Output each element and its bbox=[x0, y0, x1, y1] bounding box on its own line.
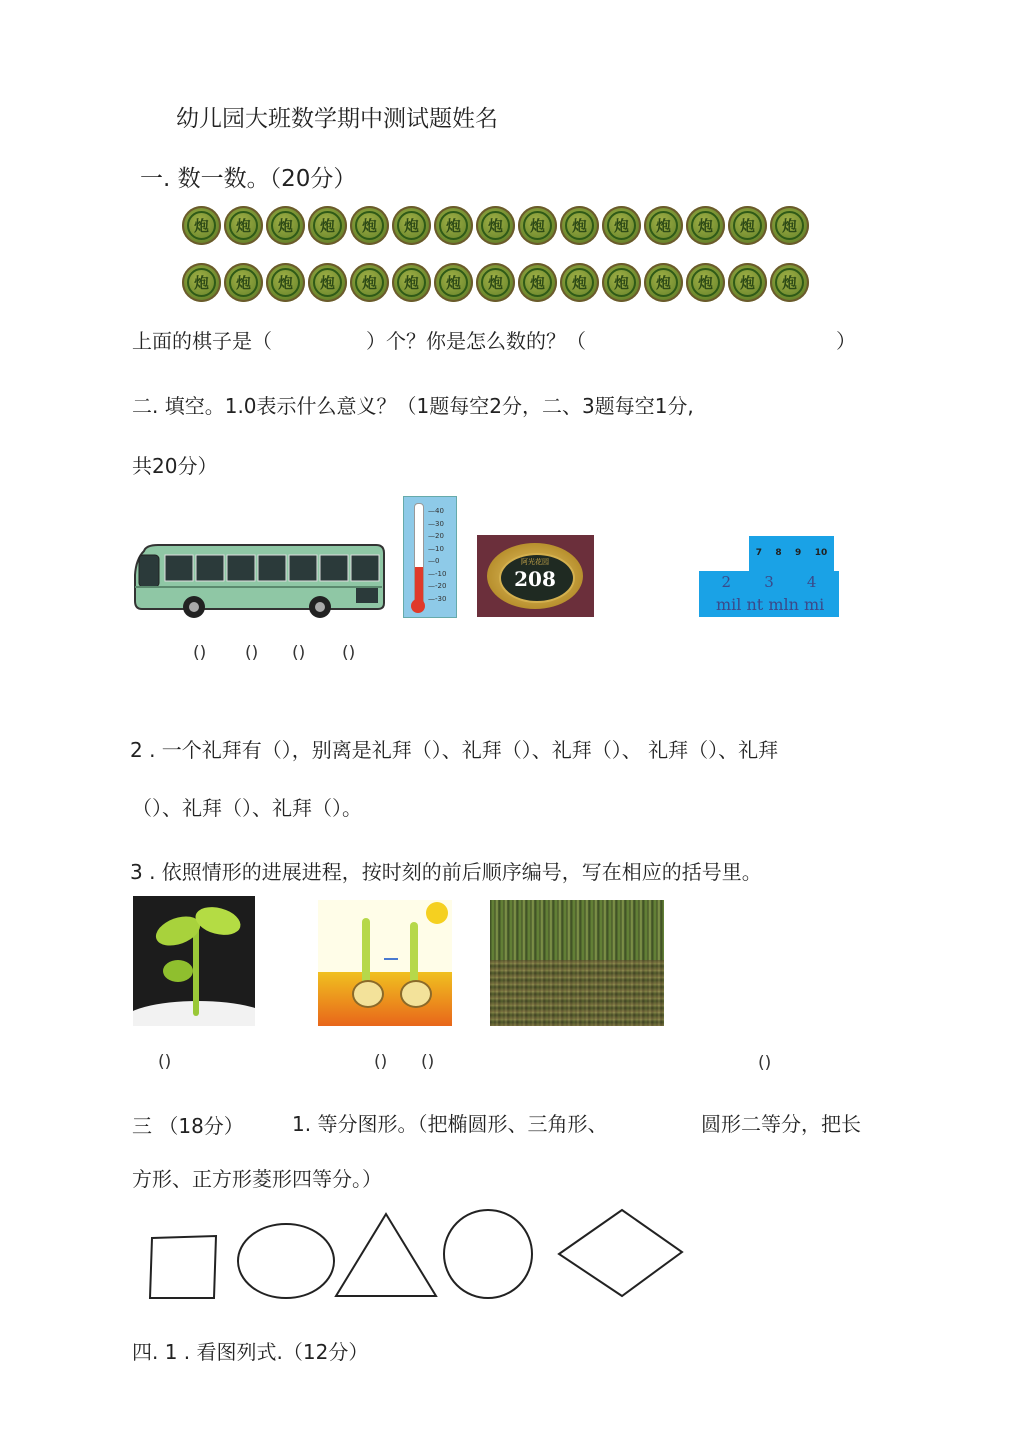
chess-piece bbox=[686, 263, 725, 302]
section1-heading: 一. 数一数。（20分） bbox=[140, 166, 357, 192]
thermometer-tick-label: —10 bbox=[428, 544, 444, 553]
section3-heading-cont: 方形、正方形菱形四等分。） bbox=[132, 1167, 382, 1191]
section4-heading: 四. 1 . 看图列式.（12分） bbox=[132, 1340, 369, 1364]
chess-piece-char: 炮 bbox=[277, 274, 293, 292]
plaque-number: 208 bbox=[514, 567, 556, 591]
chess-piece bbox=[308, 206, 347, 245]
ruler-top-number: 10 bbox=[814, 548, 828, 558]
q3-blank-1: () bbox=[158, 1052, 172, 1072]
chip-row-1 bbox=[182, 206, 809, 245]
chess-piece bbox=[476, 206, 515, 245]
question-count-end: ） bbox=[836, 329, 856, 353]
shapes-to-divide bbox=[140, 1200, 700, 1310]
thermometer-image bbox=[403, 496, 457, 618]
ruler-number: 3 bbox=[764, 573, 774, 591]
chess-piece-char: 炮 bbox=[445, 217, 461, 235]
section3-heading-a: 三 （18分） bbox=[132, 1114, 244, 1138]
section2-heading-cont: 共20分） bbox=[132, 454, 218, 478]
chess-piece-char: 炮 bbox=[697, 274, 713, 292]
chess-piece bbox=[518, 206, 557, 245]
q3-blank-4: () bbox=[758, 1053, 772, 1073]
chess-piece-char: 炮 bbox=[445, 274, 461, 292]
chess-piece bbox=[560, 263, 599, 302]
chess-piece bbox=[182, 263, 221, 302]
chess-piece-char: 炮 bbox=[571, 274, 587, 292]
q3-blank-2: () bbox=[374, 1052, 388, 1072]
chess-piece bbox=[644, 206, 683, 245]
triangle-shape bbox=[336, 1214, 436, 1296]
chess-piece bbox=[434, 206, 473, 245]
chess-piece bbox=[266, 206, 305, 245]
sprout-photo bbox=[133, 896, 255, 1026]
chess-piece-char: 炮 bbox=[277, 217, 293, 235]
germination-illustration bbox=[318, 900, 452, 1026]
question-count-mid: ）个？你是怎么数的？（ bbox=[366, 329, 586, 353]
chess-piece-char: 炮 bbox=[235, 274, 251, 292]
blank-3: () bbox=[292, 643, 306, 663]
q3-blank-3: () bbox=[421, 1052, 435, 1072]
chess-piece bbox=[266, 263, 305, 302]
chess-piece bbox=[182, 206, 221, 245]
ruler-top-number: 7 bbox=[755, 548, 762, 558]
chess-piece-char: 炮 bbox=[781, 274, 797, 292]
chess-piece bbox=[350, 206, 389, 245]
thermometer-tick-label: —-30 bbox=[428, 594, 447, 603]
blank-2: () bbox=[245, 643, 259, 663]
chess-piece bbox=[518, 263, 557, 302]
chess-piece-char: 炮 bbox=[529, 274, 545, 292]
chess-piece-char: 炮 bbox=[487, 274, 503, 292]
chess-piece-char: 炮 bbox=[403, 217, 419, 235]
ruler-number: 2 bbox=[721, 573, 732, 591]
chess-piece bbox=[644, 263, 683, 302]
thermometer-tick-label: —-20 bbox=[428, 582, 447, 590]
chess-piece-char: 炮 bbox=[319, 217, 335, 235]
chess-piece bbox=[224, 263, 263, 302]
chess-piece bbox=[728, 263, 767, 302]
question-3: 3 . 依照情形的进展进程，按时刻的前后顺序编号，写在相应的括号里。 bbox=[130, 860, 762, 884]
ruler-text: mil nt mln mi bbox=[716, 595, 825, 614]
chess-piece bbox=[476, 263, 515, 302]
chess-piece bbox=[770, 263, 809, 302]
ellipse-shape bbox=[238, 1224, 334, 1298]
chess-piece-char: 炮 bbox=[319, 274, 335, 292]
grass-photo bbox=[490, 900, 664, 1026]
thermometer-tick-label: —40 bbox=[428, 507, 444, 515]
chess-piece-char: 炮 bbox=[403, 274, 419, 292]
chess-piece bbox=[560, 206, 599, 245]
section3-heading-c: 圆形二等分，把长 bbox=[701, 1112, 861, 1136]
chess-piece bbox=[728, 206, 767, 245]
chess-piece-char: 炮 bbox=[487, 217, 503, 235]
chess-piece-char: 炮 bbox=[361, 217, 377, 235]
chess-piece-char: 炮 bbox=[613, 217, 629, 235]
circle-shape bbox=[444, 1210, 532, 1298]
square-shape bbox=[150, 1236, 216, 1298]
chess-piece-char: 炮 bbox=[235, 217, 251, 235]
house-number-plaque bbox=[477, 535, 594, 617]
ruler-image bbox=[699, 571, 839, 617]
ruler-top-number: 8 bbox=[775, 548, 782, 558]
chess-piece bbox=[686, 206, 725, 245]
chess-piece bbox=[602, 206, 641, 245]
thermometer-tick-label: —-10 bbox=[428, 569, 447, 578]
chess-piece-char: 炮 bbox=[739, 217, 755, 235]
chess-piece bbox=[770, 206, 809, 245]
ruler-top-strip bbox=[749, 536, 834, 571]
chess-piece-char: 炮 bbox=[613, 274, 629, 292]
chess-piece-char: 炮 bbox=[655, 274, 671, 292]
chess-piece-char: 炮 bbox=[697, 217, 713, 235]
chess-piece-char: 炮 bbox=[571, 217, 587, 235]
chess-piece-char: 炮 bbox=[739, 274, 755, 292]
chess-piece-char: 炮 bbox=[193, 217, 209, 235]
chip-row-2 bbox=[182, 263, 809, 302]
question-2-line1: 2 . 一个礼拜有（），别离是礼拜（）、礼拜（）、礼拜（）、 礼拜（）、礼拜 bbox=[130, 738, 779, 762]
chess-piece bbox=[602, 263, 641, 302]
chess-piece-char: 炮 bbox=[193, 274, 209, 292]
question-2-line2: （）、礼拜（）、礼拜（）。 bbox=[132, 796, 362, 820]
rhombus-shape bbox=[559, 1210, 682, 1296]
chess-piece bbox=[392, 206, 431, 245]
thermometer-tick-label: —0 bbox=[428, 557, 440, 565]
chess-piece bbox=[434, 263, 473, 302]
section3-heading-b: 1. 等分图形。（把椭圆形、三角形、 bbox=[292, 1112, 608, 1136]
blank-1: () bbox=[193, 643, 207, 663]
chess-piece bbox=[392, 263, 431, 302]
ruler-number: 4 bbox=[806, 573, 817, 591]
chess-piece bbox=[308, 263, 347, 302]
bus-image bbox=[132, 543, 386, 618]
question-count-start: 上面的棋子是（ bbox=[132, 329, 272, 353]
section2-heading: 二. 填空。1.0表示什么意义？（1题每空2分，二、3题每空1分, bbox=[132, 394, 694, 418]
thermometer-tick-label: —20 bbox=[428, 532, 444, 540]
thermometer-tick-label: —30 bbox=[428, 519, 444, 528]
chess-piece bbox=[350, 263, 389, 302]
chess-piece-char: 炮 bbox=[361, 274, 377, 292]
ruler-top-number: 9 bbox=[795, 548, 802, 558]
chess-piece-char: 炮 bbox=[529, 217, 545, 235]
page-title: 幼儿园大班数学期中测试题姓名 bbox=[176, 106, 498, 132]
plaque-small-text: 阿光花园 bbox=[521, 558, 549, 566]
chess-piece-char: 炮 bbox=[781, 217, 797, 235]
chess-piece-char: 炮 bbox=[655, 217, 671, 235]
chess-piece bbox=[224, 206, 263, 245]
blank-4: () bbox=[342, 643, 356, 663]
